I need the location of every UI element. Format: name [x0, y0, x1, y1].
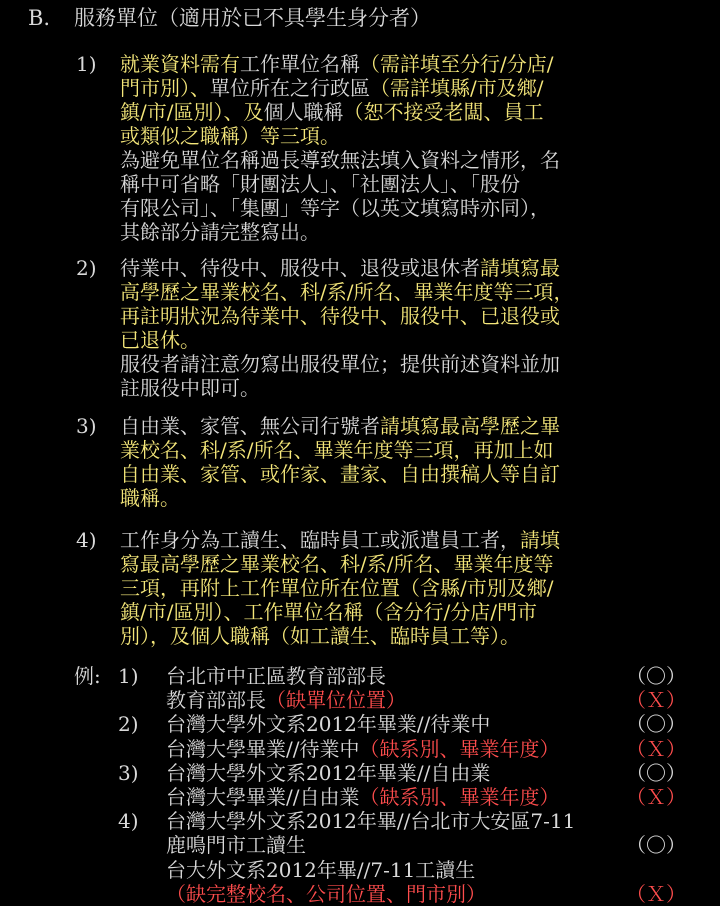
item-line — [120, 220, 630, 244]
incorrect-mark: （Ｘ） — [626, 881, 686, 906]
example-line — [166, 737, 559, 761]
text-segment: 台大外文系2012年畢//7-11工讀生 — [166, 857, 476, 882]
text-segment: （需詳填至分行/分店/ — [360, 52, 554, 76]
item-text — [120, 52, 630, 244]
text-segment: 台灣大學畢業//自由業 — [166, 785, 360, 809]
text-segment: 就業資料需有 — [120, 52, 240, 76]
item-line — [120, 438, 630, 462]
text-segment: 寫最高學歷之畢業校名、科/系/所名、畢業年度等 — [120, 552, 554, 576]
text-segment: 為避免單位名稱過長導致無法填入資料之情形，名 — [120, 148, 560, 172]
text-segment: 教育部部長 — [166, 688, 266, 713]
text-segment: 服役者請注意勿寫出服役單位；提供前述資料並加 — [120, 352, 560, 376]
example-line — [166, 785, 559, 809]
item-line — [120, 304, 630, 328]
text-segment: 再註明狀況為待業中、待役中、服役中、已退役或 — [120, 304, 560, 328]
item-line — [120, 196, 630, 220]
item-number: 1) — [76, 52, 97, 76]
incorrect-mark: （Ｘ） — [626, 736, 686, 761]
item-line — [120, 172, 630, 196]
item-number: 2) — [76, 256, 97, 280]
examples-label: 例: — [74, 664, 101, 688]
text-segment: 台北市中正區教育部部長 — [166, 664, 386, 688]
text-segment: 台灣大學外文系2012年畢//台北市大安區7-11 — [166, 809, 576, 834]
text-segment: 稱中可省略「財團法人」、「社團法人」、「股份 — [120, 172, 520, 196]
item-line — [120, 352, 630, 376]
example-line — [166, 882, 486, 906]
item-line — [120, 148, 630, 172]
text-segment: 其餘部分請完整寫出。 — [120, 220, 320, 244]
text-segment: 台灣大學外文系2012年畢業//自由業 — [166, 760, 491, 785]
correct-mark: （〇） — [626, 760, 686, 785]
item-line — [120, 414, 630, 438]
example-line — [166, 761, 490, 785]
text-segment: 已退休。 — [120, 328, 200, 352]
text-segment: 台灣大學外文系2012年畢業//待業中 — [166, 712, 491, 737]
example-line — [166, 833, 306, 857]
text-segment: 鎮/市/區別）、及 — [120, 100, 264, 124]
item-line — [120, 256, 630, 280]
text-segment: 台灣大學畢業//待業中 — [166, 736, 360, 761]
correct-mark: （〇） — [626, 712, 686, 737]
example-number: 4) — [118, 809, 139, 834]
text-segment: 業校名、科/系/所名、畢業年度等三項，再加上如 — [120, 438, 554, 462]
text-segment: （需詳填縣/市及鄉/ — [370, 76, 544, 100]
item-line — [120, 328, 630, 352]
item-line — [120, 376, 630, 400]
text-segment: 自由業、家管、或作家、畫家、自由撰稿人等自訂 — [120, 462, 560, 486]
item-text — [120, 414, 630, 510]
correct-mark: （〇） — [626, 664, 686, 688]
example-line — [166, 664, 386, 688]
item-number: 3) — [76, 414, 97, 438]
text-segment: 請填寫最高學歷之畢 — [380, 414, 560, 438]
text-segment: 高學歷之畢業校名、科/系/所名、畢業年度等三項， — [120, 280, 574, 304]
text-segment: （缺系別、畢業年度） — [359, 785, 560, 809]
example-number: 2) — [118, 712, 139, 737]
item-line — [120, 528, 630, 552]
item-line — [120, 624, 630, 648]
item-line — [120, 124, 630, 148]
section-heading — [28, 4, 431, 32]
example-line — [166, 712, 490, 736]
text-segment: 請填寫最 — [480, 256, 560, 280]
section-letter: B. — [28, 6, 51, 30]
text-segment: 自由業、家管、無公司行號者 — [120, 414, 380, 438]
example-line — [166, 688, 406, 712]
item-line — [120, 600, 630, 624]
item-number: 4) — [76, 528, 97, 552]
text-segment: 單位所在之行政區 — [210, 76, 370, 100]
text-segment: 工作身分為工讀生、臨時員工或派遣員工者， — [120, 528, 520, 552]
incorrect-mark: （Ｘ） — [626, 785, 686, 809]
text-segment: 三項，再附上工作單位所在位置（含縣/市別及鄉/ — [120, 576, 554, 600]
text-segment: 待業中、待役中、服役中、退役或退休者 — [120, 256, 480, 280]
text-segment: 工作單位名稱 — [240, 52, 360, 76]
section-title: 服務單位（適用於已不具學生身分者） — [74, 6, 431, 30]
item-line — [120, 100, 630, 124]
item-text — [120, 528, 630, 648]
item-line — [120, 280, 630, 304]
item-line — [120, 576, 630, 600]
text-segment: 別），及個人職稱（如工讀生、臨時員工等）。 — [120, 624, 520, 648]
item-line — [120, 486, 630, 510]
example-number: 1) — [118, 664, 139, 688]
item-line — [120, 52, 630, 76]
item-line — [120, 462, 630, 486]
text-segment: 請填 — [520, 528, 560, 552]
incorrect-mark: （Ｘ） — [626, 688, 686, 713]
item-text — [120, 256, 630, 400]
text-segment: （缺完整校名、公司位置、門市別） — [166, 881, 486, 906]
example-number: 3) — [118, 760, 139, 785]
text-segment: 鹿鳴門市工讀生 — [166, 833, 306, 858]
correct-mark: （〇） — [626, 833, 686, 858]
text-segment: 註服役中即可。 — [120, 376, 260, 400]
text-segment: 鎮/市/區別）、工作單位名稱（含分行/分店/門市 — [120, 600, 537, 624]
item-line — [120, 552, 630, 576]
text-segment: 職稱。 — [120, 486, 180, 510]
text-segment: （缺單位位置） — [266, 688, 406, 713]
example-line — [166, 809, 575, 833]
text-segment: 門市別）、 — [120, 76, 210, 100]
text-segment: 個人職稱 — [263, 100, 344, 124]
text-segment: 或類似之職稱）等三項。 — [120, 124, 340, 148]
example-line — [166, 858, 475, 882]
text-segment: （恕不接受老闆、員工 — [343, 100, 544, 124]
text-segment: （缺系別、畢業年度） — [359, 736, 560, 761]
text-segment: 有限公司」、「集團」等字（以英文填寫時亦同）， — [120, 196, 550, 220]
item-line — [120, 76, 630, 100]
